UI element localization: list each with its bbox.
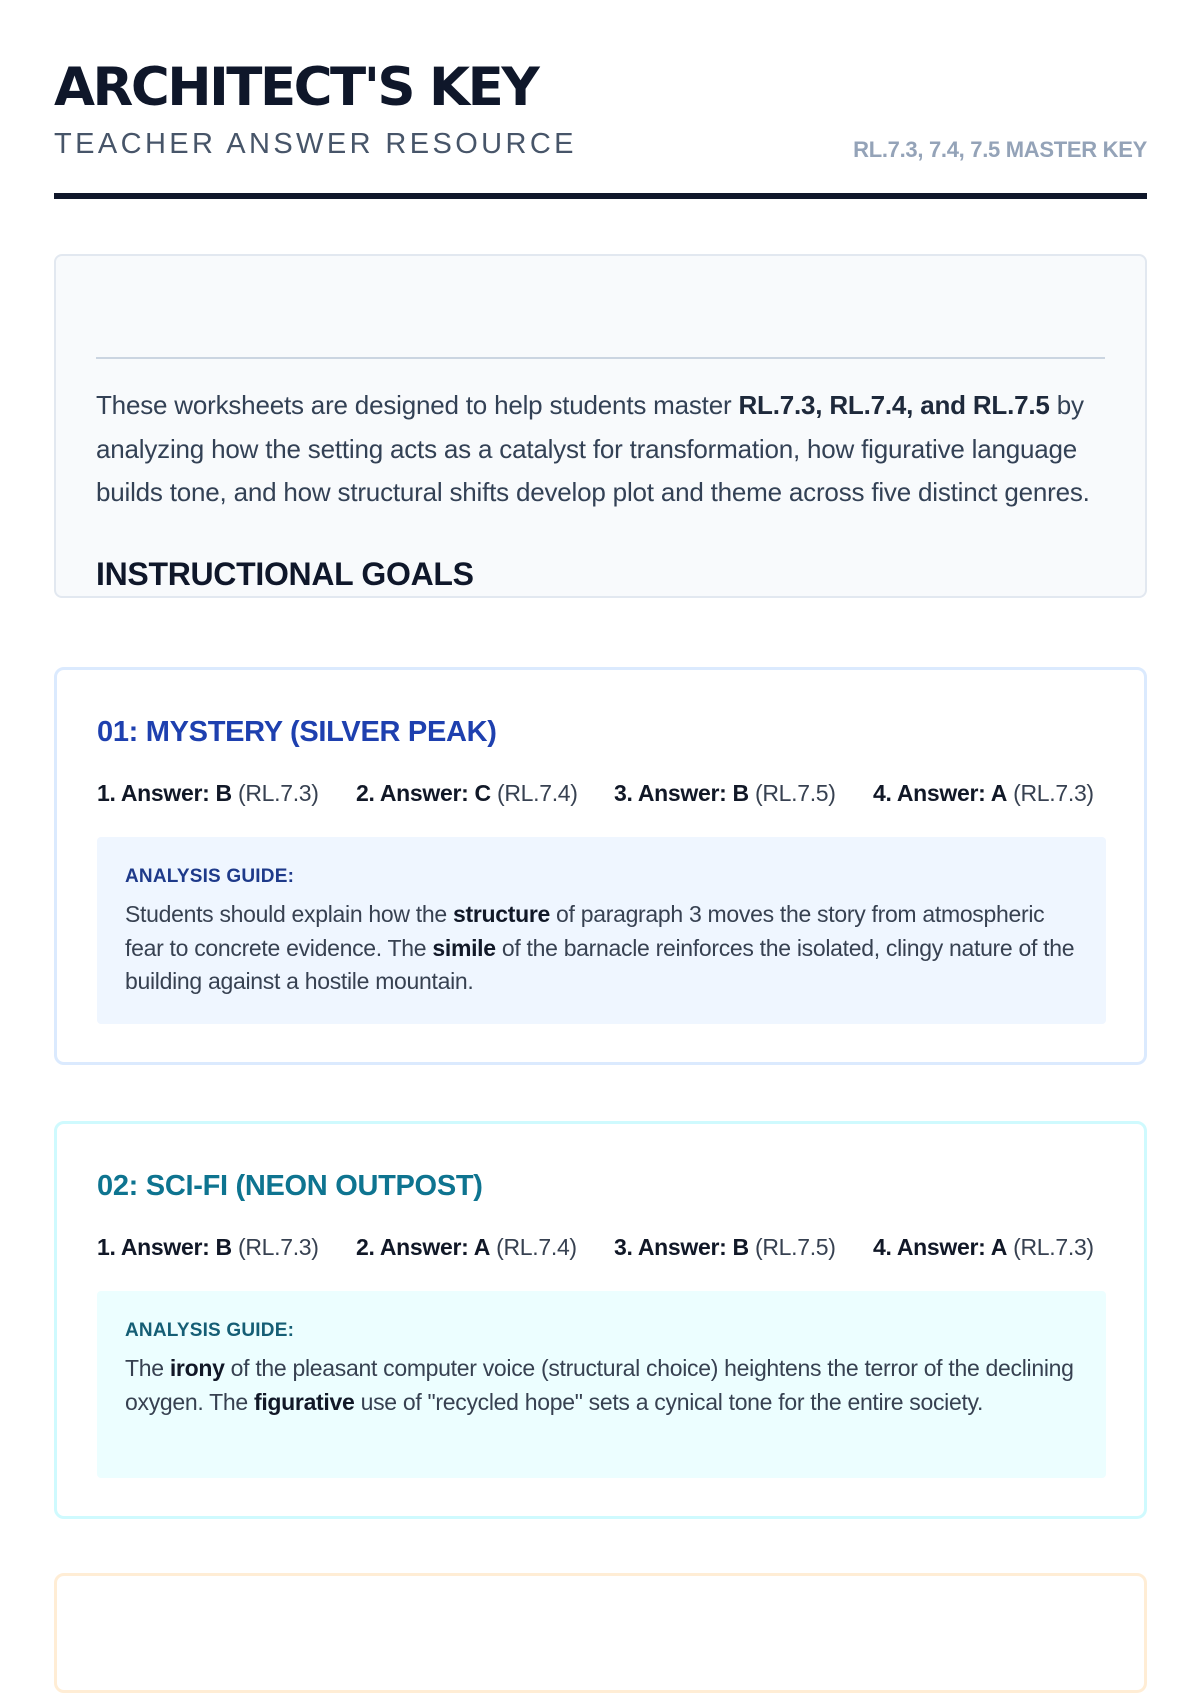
answer-item — [356, 1232, 577, 1262]
answer-item — [873, 778, 1094, 808]
instructional-goals-box — [54, 254, 1147, 598]
answer-item — [614, 1232, 836, 1262]
guide-text-part: use of "recycled hope" sets a cynical tone for the entire society. — [354, 1388, 984, 1415]
answer-item — [97, 778, 319, 808]
analysis-guide-label: ANALYSIS GUIDE: — [125, 866, 295, 887]
answer-item — [873, 1232, 1094, 1262]
answer-label: 3. Answer: B — [614, 1234, 749, 1260]
guide-term-bold: figurative — [253, 1388, 355, 1415]
guide-term-bold: simile — [432, 934, 496, 961]
goals-standards-bold: RL.7.3, RL.7.4, and RL.7.5 — [738, 390, 1050, 420]
answer-item — [97, 1232, 319, 1262]
answer-key-page — [54, 0, 1147, 1415]
analysis-guide-panel — [97, 1291, 1106, 1478]
header-divider — [54, 193, 1147, 199]
guide-text-part: of the pleasant computer voice (structural choice) heightens the terror of the declining oxygen. The — [125, 1355, 1074, 1415]
guide-text-part: of paragraph 3 moves the story from atmospheric fear to concrete evidence. The — [125, 901, 1045, 961]
section-next-partial — [54, 1573, 1147, 1693]
answer-standard: (RL.7.3) — [1007, 780, 1094, 806]
analysis-guide-panel — [97, 837, 1106, 1024]
page-header — [54, 0, 1147, 200]
answer-label: 4. Answer: A — [873, 1234, 1008, 1260]
answer-label: 4. Answer: A — [873, 780, 1008, 806]
goals-paragraph — [96, 384, 1106, 515]
answer-item — [614, 778, 836, 808]
guide-term-bold: irony — [169, 1355, 225, 1381]
answer-standard: (RL.7.3) — [1007, 1234, 1094, 1260]
page-title: ARCHITECT'S KEY — [54, 57, 538, 118]
answer-standard: (RL.7.5) — [748, 1234, 836, 1260]
guide-text-part: Students should explain how the — [125, 901, 453, 927]
standards-label: RL.7.3, 7.4, 7.5 MASTER KEY — [853, 137, 1147, 162]
goals-text-start: These worksheets are designed to help students master — [96, 390, 739, 420]
answer-standard: (RL.7.4) — [490, 1234, 577, 1260]
answer-row — [97, 1232, 1107, 1262]
section-scifi — [54, 1121, 1147, 1519]
page-subtitle: TEACHER ANSWER RESOURCE — [54, 128, 577, 160]
section-title: 01: MYSTERY (SILVER PEAK) — [97, 716, 497, 748]
answer-label: 3. Answer: B — [614, 780, 749, 806]
section-title: 02: SCI-FI (NEON OUTPOST) — [97, 1170, 483, 1202]
analysis-guide-text — [125, 1352, 1078, 1419]
guide-text-part: The — [125, 1355, 170, 1381]
answer-label: 2. Answer: A — [356, 1234, 491, 1260]
goals-text-end: by analyzing how the setting acts as a catalyst for transformation, how figurative language builds tone, and how structural shifts develop plot and theme across five distinct genres. — [96, 390, 1090, 507]
answer-standard: (RL.7.5) — [748, 780, 836, 806]
answer-standard: (RL.7.3) — [231, 1234, 319, 1260]
answer-label: 2. Answer: C — [356, 780, 491, 806]
analysis-guide-label: ANALYSIS GUIDE: — [125, 1320, 295, 1341]
answer-item — [356, 778, 578, 808]
answer-standard: (RL.7.3) — [231, 780, 319, 806]
guide-text-part: of the barnacle reinforces the isolated, clingy nature of the building against a hostile mountain. — [125, 934, 1075, 994]
goals-heading: INSTRUCTIONAL GOALS — [96, 556, 474, 592]
section-mystery — [54, 667, 1147, 1065]
answer-standard: (RL.7.4) — [490, 780, 578, 806]
answer-label: 1. Answer: B — [97, 780, 232, 806]
goals-divider — [96, 357, 1105, 359]
guide-term-bold: structure — [452, 901, 550, 927]
answer-row — [97, 778, 1107, 808]
analysis-guide-text — [125, 898, 1078, 999]
answer-label: 1. Answer: B — [97, 1234, 232, 1260]
